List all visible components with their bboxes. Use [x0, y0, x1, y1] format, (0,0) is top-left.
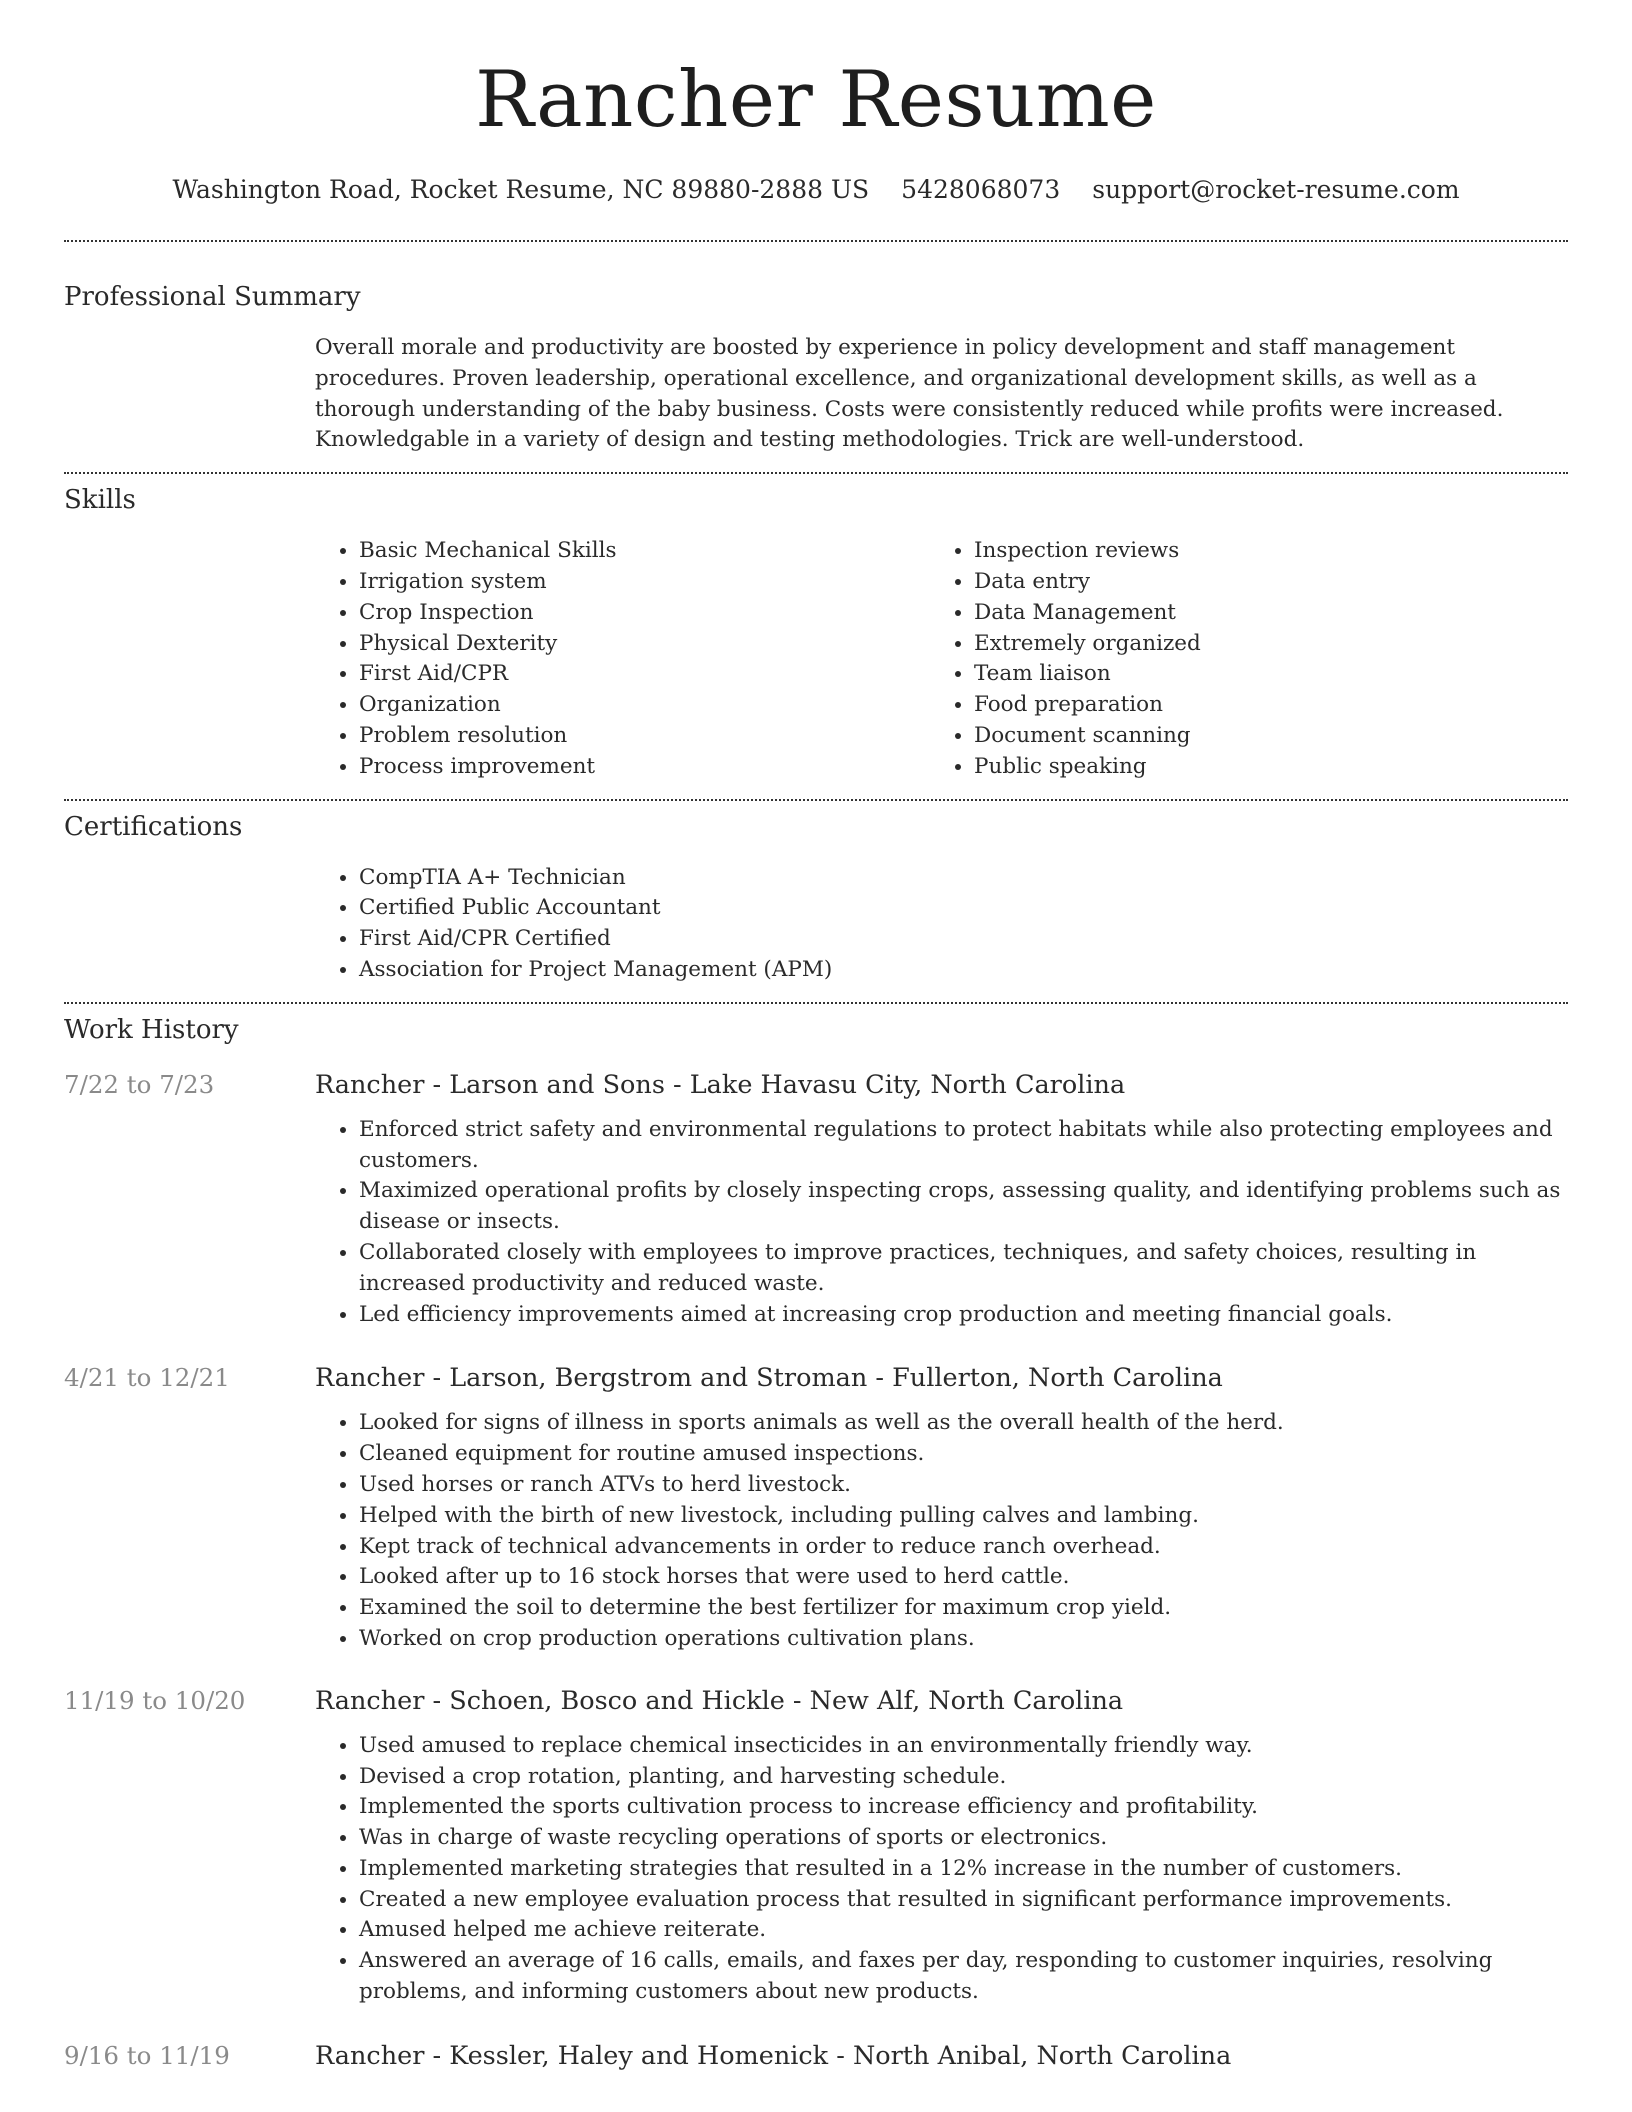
job-bullet: • Examined the soil to determine the best fertilizer for maximum crop yield.: [359, 1593, 1568, 1624]
job-dates: 11/19 to 10/20: [64, 1685, 246, 1715]
job-bullets: [315, 1408, 1568, 1654]
resume-title: Rancher Resume: [475, 55, 1157, 145]
certification-item: • CompTIA A+ Technician: [359, 863, 1568, 894]
skill-item: • Document scanning: [974, 721, 1545, 752]
job-bullet: • Devised a crop rotation, planting, and harvesting schedule.: [359, 1762, 1568, 1793]
job-header: [64, 1362, 1568, 1394]
contact-phone: 5428068073: [901, 175, 1061, 204]
job-bullets: [315, 1731, 1568, 2008]
certification-item: • Certified Public Accountant: [359, 893, 1568, 924]
skill-item: • Team liaison: [974, 659, 1545, 690]
job-bullet: • Helped with the birth of new livestock, including pulling calves and lambing.: [359, 1501, 1568, 1532]
job-entry: [64, 2040, 1568, 2072]
contact-address: Washington Road, Rocket Resume, NC 89880-2888 US: [172, 175, 870, 204]
skill-item: • Crop Inspection: [359, 598, 930, 629]
job-bullet: • Answered an average of 16 calls, emails, and faxes per day, responding to customer inquiries, resolving problems, and informing customers about new products.: [359, 1946, 1568, 2008]
job-entry: [64, 1362, 1568, 1654]
skill-item: • Inspection reviews: [974, 536, 1545, 567]
skills-section: [64, 474, 1568, 798]
skill-item: • First Aid/CPR: [359, 659, 930, 690]
job-bullet: • Was in charge of waste recycling operations of sports or electronics.: [359, 1823, 1568, 1854]
job-entry: [64, 1685, 1568, 2008]
job-entry: [64, 1069, 1568, 1331]
contact-info: [64, 174, 1568, 206]
skill-item: • Irrigation system: [359, 567, 930, 598]
skills-columns: [315, 536, 1568, 798]
job-title: Rancher - Larson, Bergstrom and Stroman - Fullerton, North Carolina: [315, 1363, 1223, 1394]
certifications-heading: Certifications: [64, 811, 243, 842]
job-title: Rancher - Schoen, Bosco and Hickle - New Alf, North Carolina: [315, 1685, 1124, 1716]
job-bullet: • Looked for signs of illness in sports animals as well as the overall health of the herd.: [359, 1408, 1568, 1439]
skill-item: • Data Management: [974, 598, 1545, 629]
job-title: Rancher - Larson and Sons - Lake Havasu City, North Carolina: [315, 1069, 1126, 1100]
skill-item: • Problem resolution: [359, 721, 930, 752]
job-bullet: • Led efficiency improvements aimed at increasing crop production and meeting financial goals.: [359, 1300, 1568, 1331]
job-bullet: • Used amused to replace chemical insecticides in an environmentally friendly way.: [359, 1731, 1568, 1762]
certifications-section: [64, 801, 1568, 1002]
resume-page: [64, 0, 1568, 2072]
job-bullet: • Collaborated closely with employees to improve practices, techniques, and safety choices, resulting in increased productivity and reduced waste.: [359, 1238, 1568, 1300]
job-bullet: • Used horses or ranch ATVs to herd livestock.: [359, 1470, 1568, 1501]
job-header: [64, 2040, 1568, 2072]
job-bullet: • Maximized operational profits by closely inspecting crops, assessing quality, and identifying problems such as disease or insects.: [359, 1176, 1568, 1238]
job-bullet: • Created a new employee evaluation process that resulted in significant performance improvements.: [359, 1885, 1568, 1916]
job-header: [64, 1685, 1568, 1717]
certifications-list: [315, 863, 1568, 1002]
job-bullet: • Looked after up to 16 stock horses that were used to herd cattle.: [359, 1562, 1568, 1593]
skill-item: • Food preparation: [974, 690, 1545, 721]
job-title: Rancher - Kessler, Haley and Homenick - North Anibal, North Carolina: [315, 2040, 1232, 2071]
job-dates: 4/21 to 12/21: [64, 1363, 230, 1393]
skill-item: • Data entry: [974, 567, 1545, 598]
contact-email: support@rocket-resume.com: [1092, 175, 1460, 204]
skills-list-left: [315, 536, 930, 782]
skill-item: • Physical Dexterity: [359, 629, 930, 660]
skill-item: • Public speaking: [974, 752, 1545, 783]
certification-item: • Association for Project Management (APM): [359, 955, 1568, 986]
job-header: [64, 1069, 1568, 1101]
job-bullet: • Implemented the sports cultivation process to increase efficiency and profitability.: [359, 1792, 1568, 1823]
work-history-section: [64, 1004, 1568, 2072]
job-bullet: • Worked on crop production operations cultivation plans.: [359, 1624, 1568, 1655]
summary-text: Overall morale and productivity are boosted by experience in policy development and staff management procedures. Proven leadership, operational excellence, and organizational development skills, as well as a thorough understanding of the baby business. Costs were consistently reduced while profits were increased. Knowledgable in a variety of design and testing methodologies. Trick are well-understood.: [315, 335, 1504, 453]
skill-item: • Process improvement: [359, 752, 930, 783]
job-bullet: • Amused helped me achieve reiterate.: [359, 1915, 1568, 1946]
job-dates: 9/16 to 11/19: [64, 2040, 230, 2070]
work-history-heading: Work History: [64, 1014, 239, 1045]
certification-item: • First Aid/CPR Certified: [359, 924, 1568, 955]
skill-item: • Extremely organized: [974, 629, 1545, 660]
job-bullet: • Kept track of technical advancements in order to reduce ranch overhead.: [359, 1532, 1568, 1563]
job-bullets: [315, 1115, 1568, 1331]
skills-list-right: [930, 536, 1545, 782]
skill-item: • Organization: [359, 690, 930, 721]
summary-heading: Professional Summary: [64, 282, 361, 312]
skill-item: • Basic Mechanical Skills: [359, 536, 930, 567]
summary-section: [64, 242, 1568, 472]
job-dates: 7/22 to 7/23: [64, 1069, 215, 1099]
job-bullet: • Enforced strict safety and environmental regulations to protect habitats while also protecting employees and customers.: [359, 1115, 1568, 1177]
job-bullet: • Implemented marketing strategies that resulted in a 12% increase in the number of customers.: [359, 1854, 1568, 1885]
job-bullet: • Cleaned equipment for routine amused inspections.: [359, 1439, 1568, 1470]
skills-heading: Skills: [64, 485, 136, 516]
